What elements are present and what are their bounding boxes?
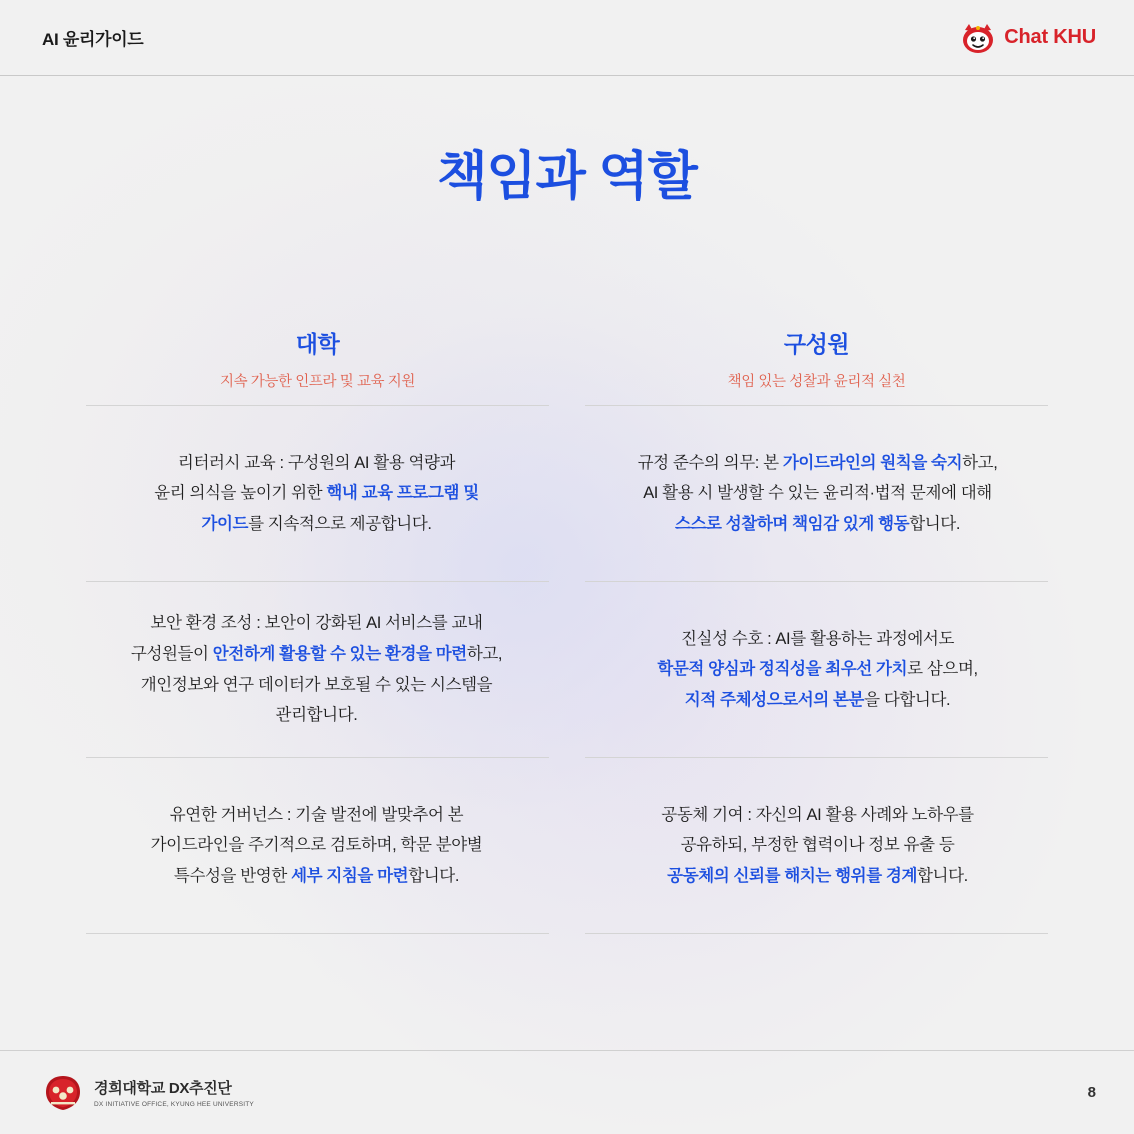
list-item (567, 758, 1066, 933)
list-item (567, 406, 1066, 581)
chat-khu-brand-label: Chat KHU (1004, 26, 1096, 48)
column-members-title: 구성원 (783, 331, 850, 357)
chat-khu-mascot-icon (959, 22, 997, 54)
column-university-title: 대학 (295, 331, 340, 357)
footer-text-block (94, 1077, 254, 1108)
slide-header (0, 0, 1134, 76)
university-logo (42, 1074, 254, 1112)
org-name: 경희대학교 DX추진단 (94, 1080, 232, 1097)
item-text: 유연한 거버넌스 : 기술 발전에 발맞추어 본 가이드라인을 주기적으로 검토하며, 학문 분야별 특수성을 반영한 세부 지침을 마련합니다. (150, 805, 483, 885)
list-item (68, 582, 567, 757)
content-columns (68, 326, 1066, 934)
item-text: 보안 환경 조성 : 보안이 강화된 AI 서비스를 교내 구성원들이 안전하게 활용할 수 있는 환경을 마련하고, 개인정보와 연구 데이터가 보호될 수 있는 시스템을 관리합니다. (130, 614, 503, 725)
item-text: 규정 준수의 의무: 본 가이드라인의 원칙을 숙지하고, AI 활용 시 발생할 수 있는 윤리적·법적 문제에 대해 스스로 성찰하며 책임감 있게 행동합니다. (637, 453, 998, 533)
column-university-subtitle: 지속 가능한 인프라 및 교육 지원 (219, 374, 416, 390)
slide-footer (0, 1050, 1134, 1134)
list-item (567, 582, 1066, 757)
page-number: 8 (1087, 1084, 1096, 1101)
header-title: AI 윤리가이드 (42, 30, 144, 49)
column-members-subtitle: 책임 있는 성찰과 윤리적 실천 (727, 374, 906, 390)
kyung-hee-university-emblem-icon (42, 1074, 84, 1112)
column-university (68, 326, 567, 934)
item-text: 진실성 수호 : AI를 활용하는 과정에서도 학문적 양심과 정직성을 최우선 가치로 삼으며, 지적 주체성으로서의 본분을 다합니다. (657, 629, 978, 709)
divider (585, 933, 1048, 934)
item-text: 리터러시 교육 : 구성원의 AI 활용 역량과 윤리 의식을 높이기 위한 핵내 교육 프로그램 및 가이드를 지속적으로 제공합니다. (154, 453, 479, 533)
list-item (68, 406, 567, 581)
page-title: 책임과 역할 (437, 148, 697, 206)
column-members-header (567, 326, 1066, 405)
item-text: 공동체 기여 : 자신의 AI 활용 사례와 노하우를 공유하되, 부정한 협력이나 정보 유출 등 공동체의 신뢰를 해치는 행위를 경계합니다. (661, 805, 974, 885)
list-item (68, 758, 567, 933)
column-members (567, 326, 1066, 934)
column-university-header (68, 326, 567, 405)
divider (86, 933, 549, 934)
org-name-en: DX INITIATIVE OFFICE, KYUNG HEE UNIVERSITY (94, 1101, 254, 1108)
chat-khu-logo (959, 22, 1096, 54)
